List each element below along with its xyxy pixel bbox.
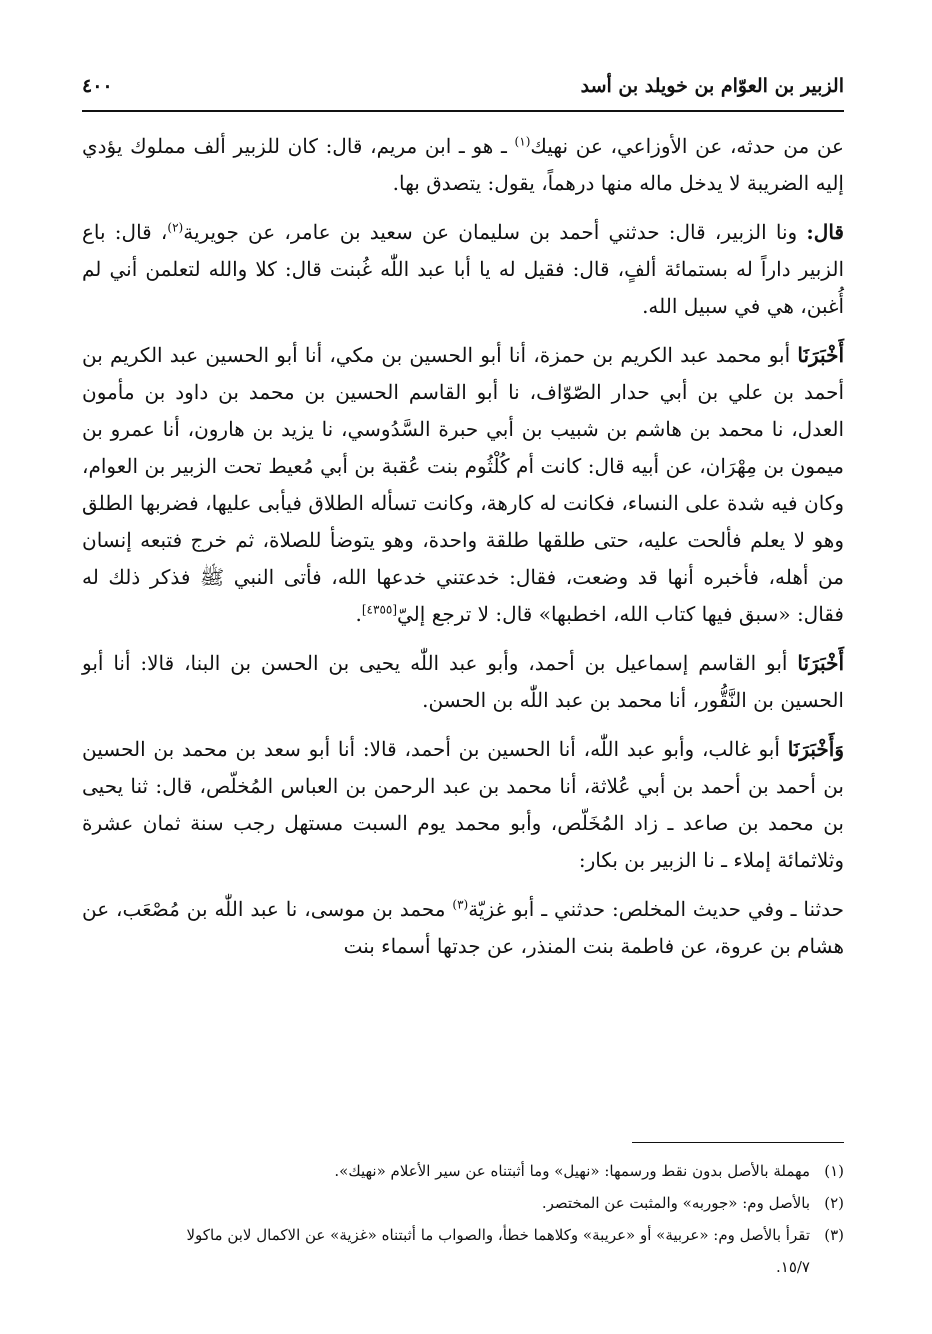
footnote-continuation: ١٥/٧. <box>775 1258 810 1276</box>
footnote-ref: (١) <box>514 134 531 149</box>
footnote-number: (٢) <box>824 1194 844 1212</box>
footnote-text: مهملة بالأصل بدون نقط ورسمها: «نهيل» وما أثبتناه عن سير الأعلام «نهيك». <box>334 1162 810 1180</box>
paragraph-text: ، قال: باع الزبير داراً له بستمائة ألفٍ، قال: فقيل له يا أبا عبد اللّٰه غُبنت قال: كلا والله لتعلمن أني لم أُغبن، هي في سبيل الله. <box>82 220 844 318</box>
paragraph <box>82 731 844 879</box>
main-text <box>82 128 844 977</box>
paragraph-lead: أَخْبَرَنَا <box>797 651 844 675</box>
footnote <box>82 1187 844 1219</box>
running-title: الزبير بن العوّام بن خويلد بن أسد <box>580 75 844 97</box>
paragraph <box>82 214 844 325</box>
page-number: ٤٠٠ <box>82 75 113 97</box>
paragraph-text: حدثنا ـ وفي حديث المخلص: حدثني ـ أبو غزيّة <box>468 897 844 921</box>
paragraph-text: ونا الزبير، قال: حدثني أحمد بن سليمان عن سعيد بن عامر، عن جويرية <box>183 220 807 244</box>
footnote-ref: (٢) <box>167 220 184 235</box>
footnotes <box>82 1155 844 1283</box>
paragraph <box>82 337 844 633</box>
paragraph-text: أبو محمد عبد الكريم بن حمزة، أنا أبو الحسين بن مكي، أنا أبو الحسين عبد الكريم بن أحمد بن علي بن أبي حدار الصّوّاف، نا أبو القاسم الحسين بن محمد بن داود بن مأمون العدل، نا محمد بن هاشم بن شبيب بن أبي حبرة السَّدُوسي، نا يزيد بن هارون، أنا عمرو بن ميمون بن مِهْرَان، عن أبيه قال: كانت أم كُلْثُوم بنت عُقبة بن أبي مُعيط تحت الزبير بن العوام، وكان فيه شدة على النساء، فكانت له كارهة، وكانت تسأله الطلاق فيأبى عليها، فضربها الطلق وهو لا يعلم فألحت عليه، حتى طلقها طلقة واحدة، وهو يتوضأ للصلاة، ثم خرج فتبعه إنسان من أهله، فأخبره أنها قد وضعت، فقال: خدعتني خدعها الله، فأتى النبي ﷺ فذكر ذلك له فقال: «سبق فيها كتاب الله، اخطبها» قال: لا ترجع إليّ <box>82 343 844 626</box>
footnote <box>82 1219 844 1251</box>
hadith-number: [٤٣٥٥] <box>361 602 398 617</box>
footnote-rule <box>632 1142 844 1143</box>
footnote-number: (١) <box>824 1162 844 1180</box>
paragraph-lead: وَأَخْبَرَنَا <box>787 737 844 761</box>
paragraph <box>82 645 844 719</box>
page-header <box>82 66 844 106</box>
header-rule <box>82 110 844 112</box>
paragraph-text: أبو القاسم إسماعيل بن أحمد، وأبو عبد اللّٰه يحيى بن الحسن بن البنا، قالا: أنا أبو الحسين بن النَّقُّور، أنا محمد بن عبد اللّٰه بن الحسن. <box>82 651 844 712</box>
paragraph <box>82 891 844 965</box>
footnote-text: تقرأ بالأصل وم: «عربية» أو «عريبة» وكلاهما خطأ، والصواب ما أثبتناه «غزية» عن الاكمال لابن ماكولا <box>186 1226 810 1244</box>
paragraph-lead: أَخْبَرَنَا <box>797 343 844 367</box>
paragraph-text: ـ هو ـ ابن مريم، قال: كان للزبير ألف مملوك يؤدي إليه الضريبة لا يدخل ماله منها درهماً، يقول: يتصدق بها. <box>82 134 844 195</box>
footnote-number: (٣) <box>824 1226 844 1244</box>
footnote <box>82 1155 844 1187</box>
paragraph <box>82 128 844 202</box>
paragraph-text: محمد بن موسى، نا عبد اللّٰه بن مُصْعَب، عن هشام بن عروة، عن فاطمة بنت المنذر، عن جدتها أسماء بنت <box>82 897 844 958</box>
paragraph-text: أبو غالب، وأبو عبد اللّٰه، أنا الحسين بن أحمد، قالا: أنا أبو سعد بن محمد بن الحسين بن أحمد بن أحمد بن أبي عُلاثة، أنا محمد بن عبد الرحمن بن العباس المُخلّص، قال: ثنا يحيى بن محمد بن صاعد ـ زاد المُخَلّص، وأبو محمد يوم السبت مستهل رجب سنة ثمان عشرة وثلاثمائة إملاء ـ نا الزبير بن بكار: <box>82 737 845 872</box>
footnote-ref: (٣) <box>452 897 469 912</box>
footnote-text: بالأصل وم: «جوربه» والمثبت عن المختصر. <box>541 1194 810 1212</box>
paragraph-text: . <box>355 602 362 626</box>
paragraph-lead: قال: <box>806 220 844 244</box>
paragraph-text: عن من حدثه، عن الأوزاعي، عن نهيك <box>530 134 844 158</box>
